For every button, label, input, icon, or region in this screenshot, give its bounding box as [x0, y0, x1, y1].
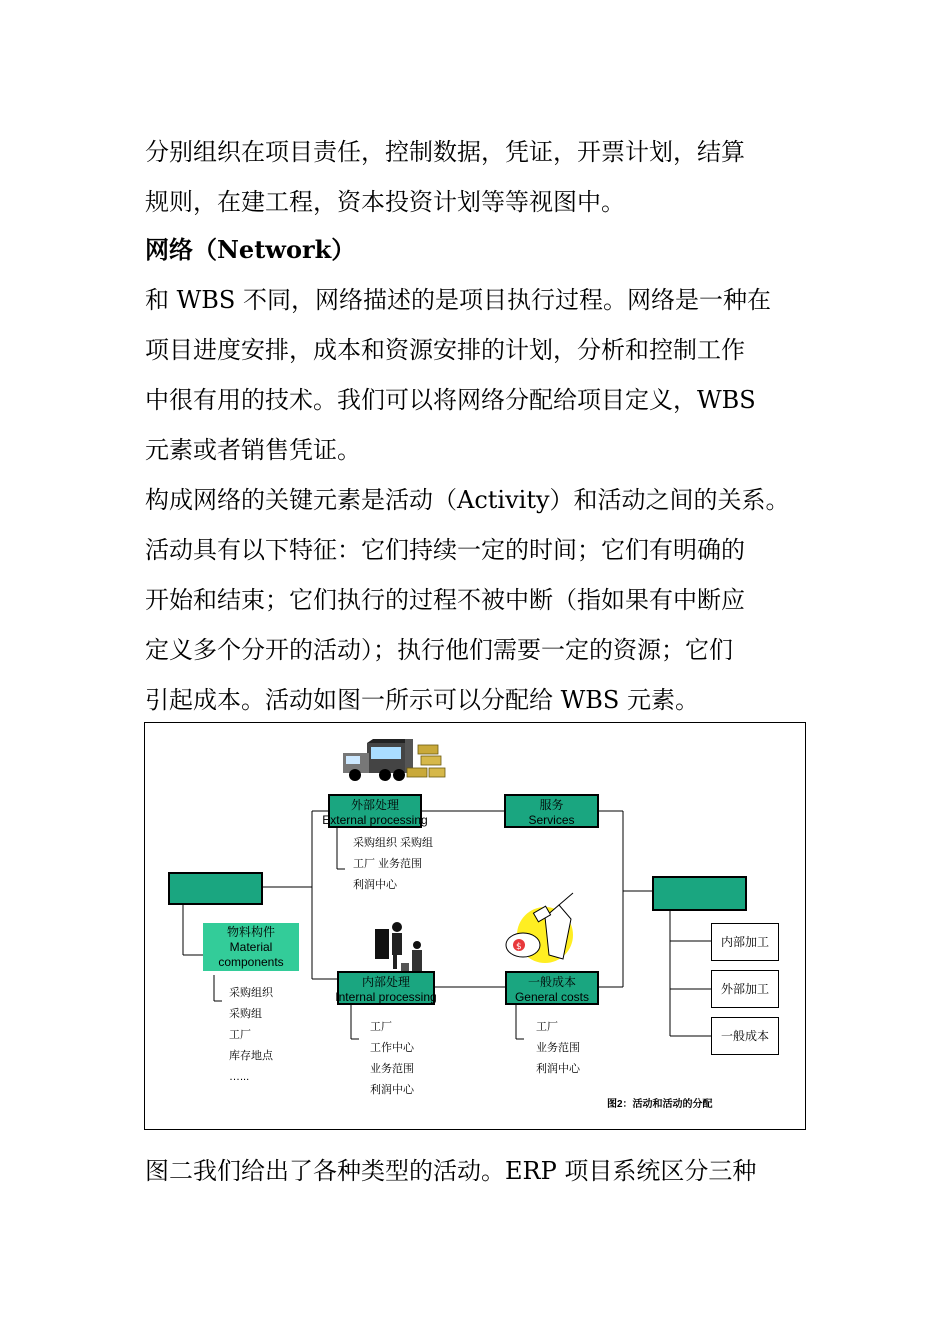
- services-en: Services: [528, 813, 575, 827]
- figure-caption: 图2：活动和活动的分配: [607, 1099, 713, 1110]
- workers-icon: [375, 922, 422, 974]
- attribute-item: 工作中心: [370, 1042, 414, 1054]
- attribute-item: 利润中心: [353, 879, 397, 891]
- material-en-2: components: [218, 955, 284, 969]
- attribute-item: 业务范围: [370, 1063, 414, 1075]
- text-line: 定义多个分开的活动）；执行他们需要一定的资源；它们: [145, 636, 733, 664]
- attribute-item: 工厂: [229, 1029, 251, 1041]
- text-line: 活动具有以下特征：它们持续一定的时间；它们有明确的: [145, 536, 745, 564]
- internal-processing-box: [337, 971, 435, 1005]
- material-attributes: [229, 983, 273, 1088]
- svg-text:$: $: [516, 942, 522, 952]
- network-paragraph: [145, 275, 825, 475]
- internal-work-box: 内部加工: [711, 923, 779, 961]
- text-line: 开始和结束；它们执行的过程不被中断（指如果有中断应: [145, 586, 745, 614]
- text-line: 和 WBS 不同，网络描述的是项目执行过程。网络是一种在: [145, 286, 772, 314]
- material-en-1: Material: [229, 940, 273, 954]
- text-line: 中很有用的技术。我们可以将网络分配给项目定义，WBS: [145, 386, 756, 414]
- attribute-item: …...: [229, 1071, 250, 1083]
- attribute-item: 工厂: [536, 1021, 558, 1033]
- attribute-item: 采购组织: [229, 987, 273, 999]
- network-box: [652, 876, 747, 911]
- material-zh: 物料构件: [226, 925, 275, 939]
- truck-icon: [343, 739, 413, 781]
- attribute-item: 利润中心: [536, 1063, 580, 1075]
- activity-paragraph: [145, 475, 825, 725]
- general-cost-box: 一般成本: [711, 1017, 779, 1055]
- attribute-item: 采购组: [229, 1008, 262, 1020]
- general-costs-box: [505, 971, 599, 1005]
- general-attributes: [536, 1017, 580, 1080]
- text-line: 元素或者销售凭证。: [145, 436, 361, 464]
- activity-assignment-figure: [144, 722, 806, 1130]
- intro-paragraph: [145, 127, 825, 227]
- general-costs-en: General costs: [514, 990, 590, 1004]
- external-work-box: 外部加工: [711, 970, 779, 1008]
- text-line: 图二我们给出了各种类型的活动。ERP 项目系统区分三种: [145, 1157, 757, 1185]
- wbs-element-box: [168, 872, 263, 905]
- services-zh: 服务: [539, 798, 564, 812]
- external-attributes: [353, 833, 433, 896]
- text-line: 项目进度安排，成本和资源安排的计划，分析和控制工作: [145, 336, 745, 364]
- internal-processing-en: Internal processing: [335, 990, 437, 1004]
- piggy-bank-icon: [506, 893, 573, 963]
- outro-paragraph: [145, 1146, 825, 1196]
- text-line: 引起成本。活动如图一所示可以分配给 WBS 元素。: [145, 686, 700, 714]
- attribute-item: 业务范围: [536, 1042, 580, 1054]
- attribute-item: 利润中心: [370, 1084, 414, 1096]
- text-line: 分别组织在项目责任，控制数据，凭证，开票计划，结算: [145, 138, 745, 166]
- internal-attributes: [370, 1017, 414, 1101]
- material-components-box: [203, 923, 299, 971]
- attribute-item: 库存地点: [229, 1050, 273, 1062]
- attribute-item: 工厂 业务范围: [353, 858, 423, 870]
- services-box: [504, 794, 599, 828]
- attribute-item: 工厂: [370, 1021, 392, 1033]
- internal-processing-zh: 内部处理: [361, 975, 410, 989]
- external-processing-zh: 外部处理: [350, 798, 399, 812]
- section-heading: 网络（Network）: [145, 235, 356, 264]
- general-costs-zh: 一般成本: [527, 975, 576, 989]
- external-processing-box: [322, 794, 428, 828]
- external-processing-en: External processing: [322, 813, 428, 827]
- text-line: 构成网络的关键元素是活动（Activity）和活动之间的关系。: [145, 486, 790, 514]
- attribute-item: 采购组织 采购组: [353, 837, 434, 849]
- text-line: 规则，在建工程，资本投资计划等等视图中。: [145, 188, 625, 216]
